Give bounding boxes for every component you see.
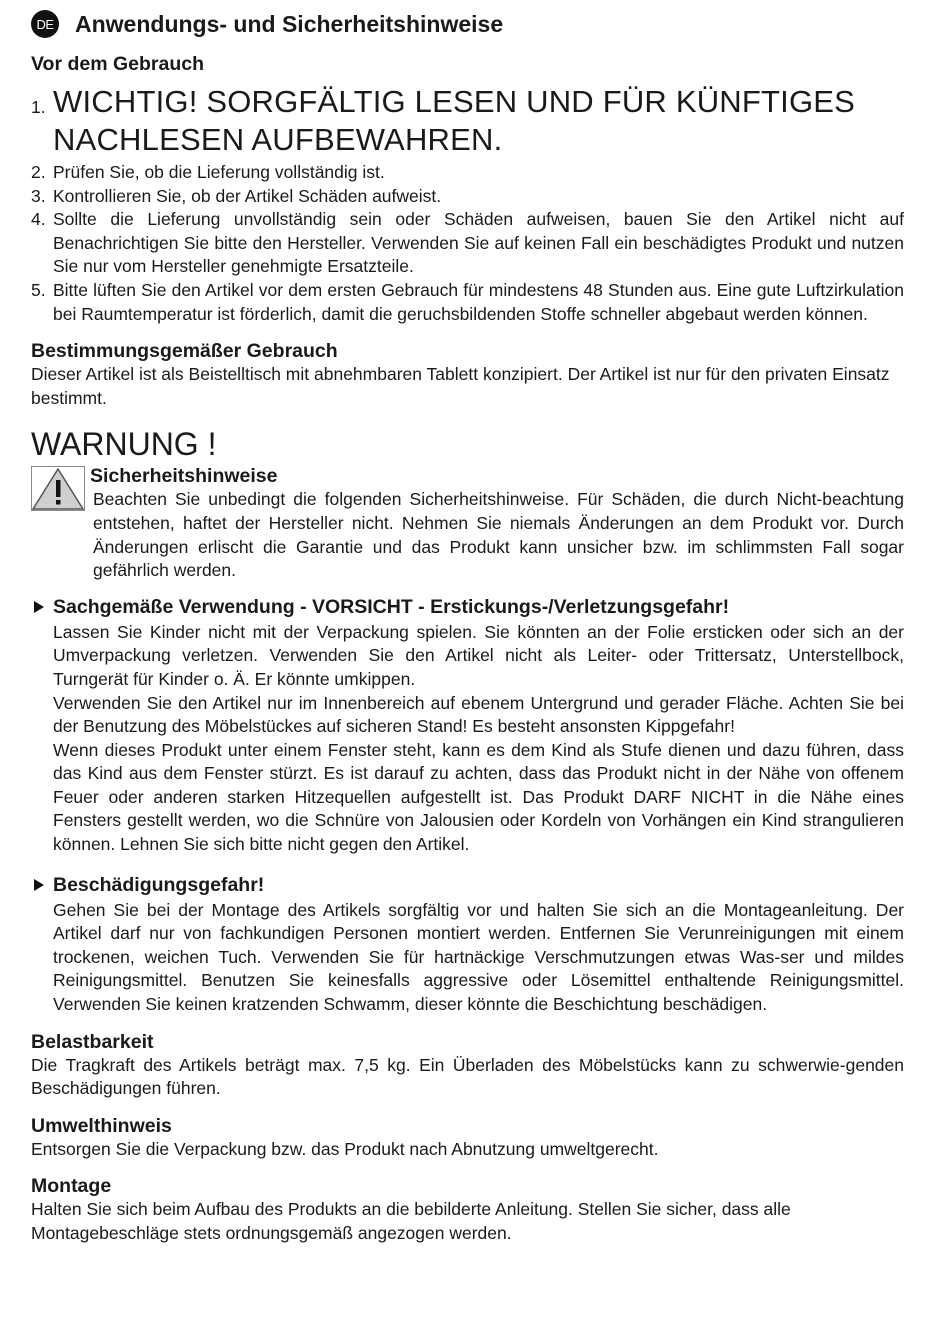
list-item-number: 2. [31, 162, 46, 182]
proper-use-paragraph-1: Lassen Sie Kinder nicht mit der Verpackung spielen. Sie könnten an der Folie ersticken oder sich an der Umverpackung verletzen. Verwenden Sie den Artikel nicht als Leiter- oder Trittersatz, Unterstellbock, Turngerät für Kinder o. Ä. Er könnte umkippen. [53, 621, 904, 689]
damage-text: Gehen Sie bei der Montage des Artikels sorgfältig vor und halten Sie sich an die Montageanleitung. Der Artikel darf nur von fachkundigen Personen montiert werden. Entfernen Sie Verunreinigungen mit einem trockenen, weichen Tuch. Verwenden Sie für hartnäckige Verschmutzungen etwas Was-ser und mildes Reinigungsmittel. Benutzen Sie keinesfalls aggressive oder Lösemittel enthaltende Reinigungsmittel. Verwenden Sie keinen kratzenden Schwamm, dieser könnte die Beschichtung beschädigen. [53, 899, 904, 1015]
list-item-number: 5. [31, 279, 46, 300]
list-item-number: 4. [31, 209, 46, 230]
load-heading: Belastbarkeit [31, 1030, 154, 1053]
important-item-text [53, 83, 855, 159]
important-item [31, 83, 904, 159]
important-line-2: NACHLESEN AUFBEWAHREN. [53, 122, 503, 157]
environment-section [31, 1114, 904, 1162]
before-use-section [31, 52, 904, 326]
checklist [31, 161, 904, 326]
proper-use-body [31, 621, 904, 857]
proper-use-heading: Sachgemäße Verwendung - VORSICHT - Erstickungs-/Verletzungsgefahr! [53, 595, 730, 618]
important-item-number: 1. [31, 97, 46, 117]
list-item [31, 161, 904, 185]
safety-notes [31, 464, 904, 582]
assembly-section [31, 1174, 904, 1245]
assembly-text: Halten Sie sich beim Aufbau des Produkts an die bebilderte Anleitung. Stellen Sie sicher, dass alle Montagebeschläge stets ordnungsgemäß angezogen werden. [31, 1199, 791, 1243]
before-use-heading: Vor dem Gebrauch [31, 53, 205, 75]
important-line-1: WICHTIG! SORGFÄLTIG LESEN UND FÜR KÜNFTIGES [53, 84, 856, 119]
damage-heading: Beschädigungsgefahr! [53, 873, 265, 896]
proper-use-paragraph-3: Wenn dieses Produkt unter einem Fenster steht, kann es dem Kind als Stufe dienen und dazu führen, dass das Kind aus dem Fenster stürzt. Es ist darauf zu achten, dass das Produkt nicht in der Nähe von offenem Feuer oder anderen starken Hitzequellen aufgestellt ist. Das Produkt DARF NICHT in die Nähe eines Fensters gestellt werden, wo die Schnüre von Jalousien oder Kordeln von Vorhängen ein Kind strangulieren können. Lehnen Sie sich bitte nicht gegen den Artikel. [53, 739, 904, 855]
arrow-right-icon [34, 879, 44, 891]
damage-section [31, 873, 904, 1017]
page-header [31, 0, 904, 39]
damage-header [31, 873, 904, 897]
list-item-text: Sollte die Lieferung unvollständig sein oder Schäden aufweisen, bauen Sie den Artikel nicht auf Benachrichtigen Sie bitte den Hersteller. Verwenden Sie auf keinen Fall ein beschädigtes Produkt und nutzen Sie nur vom Hersteller genehmigte Ersatzteile. [53, 209, 904, 277]
damage-body [31, 899, 904, 1017]
environment-text: Entsorgen Sie die Verpackung bzw. das Produkt nach Abnutzung umweltgerecht. [31, 1138, 659, 1159]
assembly-heading: Montage [31, 1175, 112, 1198]
language-badge: DE [31, 10, 59, 38]
list-item-text: Prüfen Sie, ob die Lieferung vollständig ist. [53, 162, 385, 182]
list-item [31, 208, 904, 279]
load-section [31, 1030, 904, 1101]
safety-heading: Sicherheitshinweise [90, 465, 278, 488]
environment-heading: Umwelthinweis [31, 1114, 172, 1137]
list-item [31, 185, 904, 209]
warning-title: WARNUNG ! [31, 426, 217, 463]
arrow-right-icon [34, 601, 44, 613]
intended-use-text: Dieser Artikel ist als Beistelltisch mit abnehmbaren Tablett konzipiert. Der Artikel ist nur für den privaten Einsatz bestimmt. [31, 364, 890, 408]
intended-use-section [31, 339, 904, 410]
page-title: Anwendungs- und Sicherheitshinweise [75, 10, 504, 37]
proper-use-section [31, 595, 904, 857]
proper-use-header [31, 595, 904, 619]
list-item-number: 3. [31, 185, 46, 206]
warning-triangle-icon [31, 466, 85, 511]
proper-use-paragraph-2: Verwenden Sie den Artikel nur im Innenbereich auf ebenem Untergrund und gerader Fläche. Achten Sie bei der Benutzung des Möbelstückes auf sicheren Stand! Es besteht ansonsten Kippgefahr! [53, 692, 904, 737]
list-item [31, 279, 904, 326]
list-item-text: Bitte lüften Sie den Artikel vor dem ersten Gebrauch für mindestens 48 Stunden aus. Eine gute Luftzirkulation bei Raumtemperatur ist förderlich, damit die geruchsbildenden Stoffe schneller abgebaut werden können. [53, 279, 904, 324]
list-item-text: Kontrollieren Sie, ob der Artikel Schäden aufweist. [53, 185, 442, 206]
load-text: Die Tragkraft des Artikels beträgt max. 7,5 kg. Ein Überladen des Möbelstücks kann zu schwerwie-genden Beschädigungen führen. [31, 1054, 904, 1099]
safety-text: Beachten Sie unbedingt die folgenden Sicherheitshinweise. Für Schäden, die durch Nicht-beachtung entstehen, haftet der Hersteller nicht. Nehmen Sie niemals Änderungen an dem Produkt vor. Durch Änderungen erlischt die Garantie und das Produkt kann unsicher bzw. im schlimmsten Fall sogar gefährlich werden. [93, 489, 904, 581]
intended-use-heading: Bestimmungsgemäßer Gebrauch [31, 340, 338, 363]
